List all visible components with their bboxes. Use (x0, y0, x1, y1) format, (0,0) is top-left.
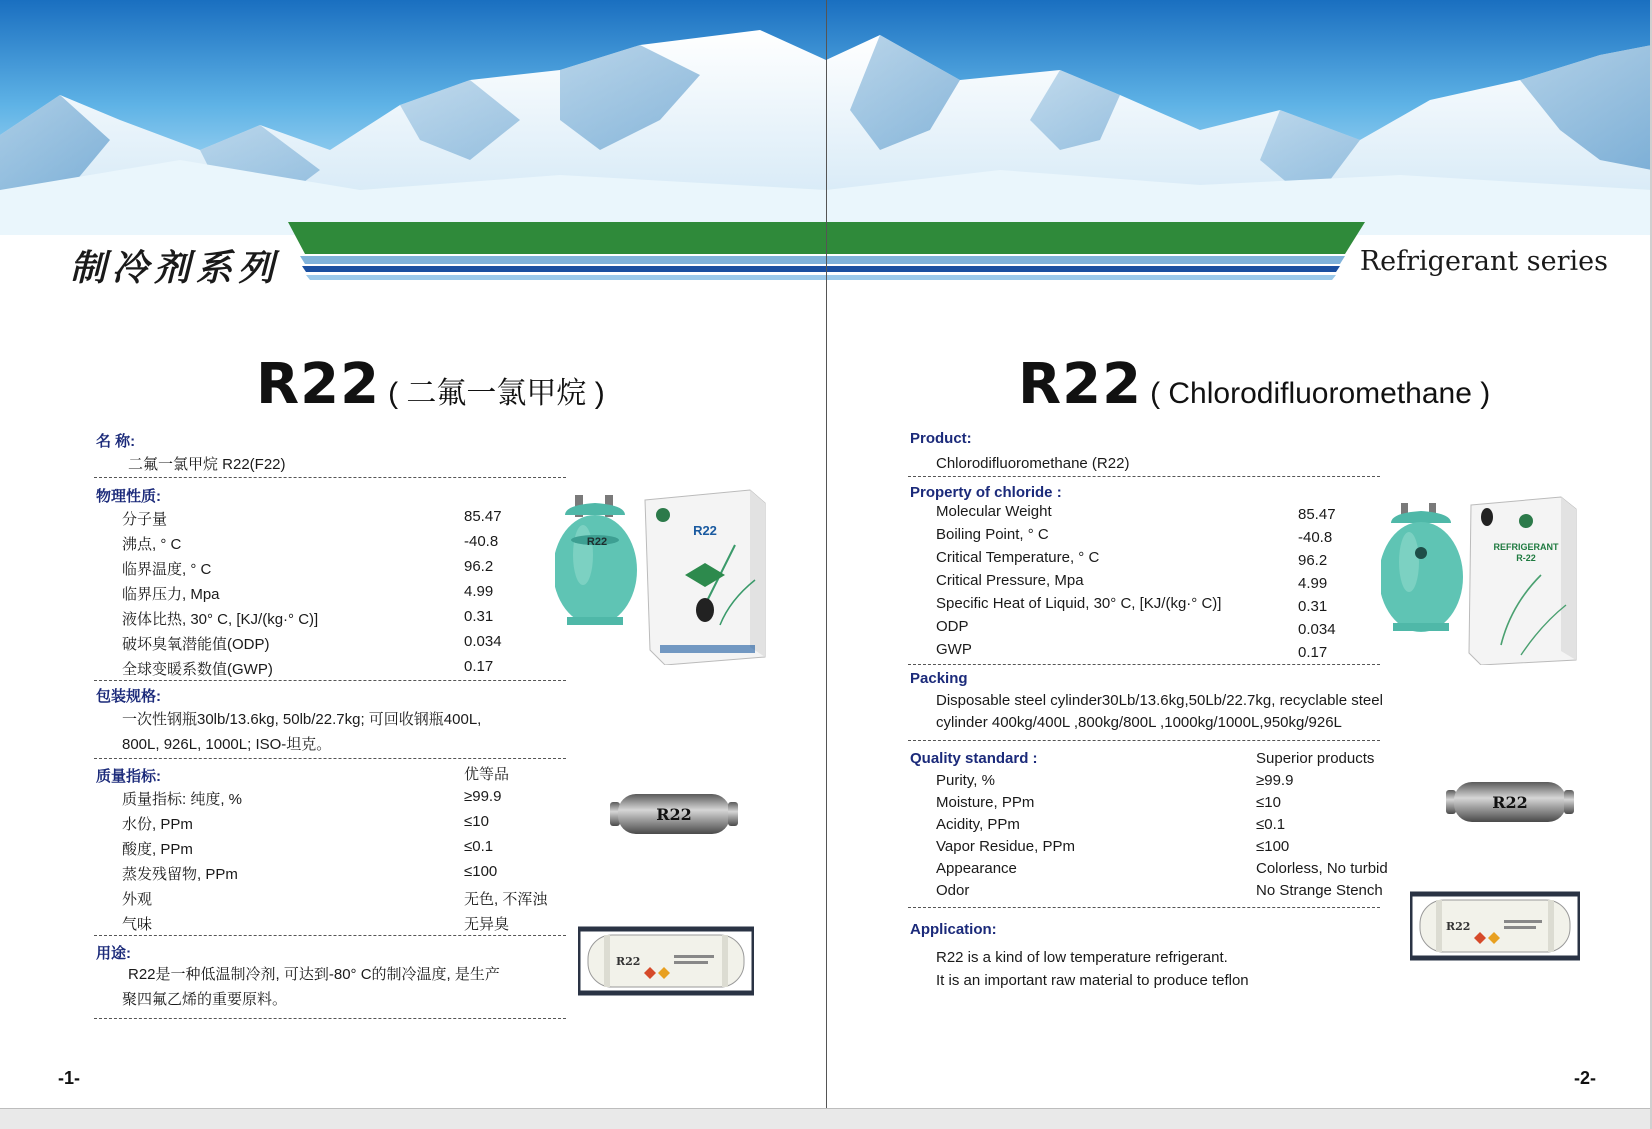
properties-heading: Property of chloride : (910, 484, 1062, 501)
page-right (826, 0, 1652, 1129)
divider (94, 477, 566, 478)
property-value: -40.8 (464, 533, 499, 550)
quality-label: 水份, PPm (122, 816, 193, 833)
quality-label: 气味 (122, 916, 153, 933)
property-label: ODP (936, 618, 969, 635)
quality-label: 外观 (122, 891, 153, 908)
product-title (1018, 352, 1490, 417)
drum-image (1446, 778, 1576, 833)
quality-grade: Superior products (1256, 750, 1375, 767)
packing-line: Disposable steel cylinder30Lb/13.6kg,50Lb/22.7kg, recyclable steel (936, 692, 1383, 709)
property-value: 0.034 (464, 633, 502, 650)
cylinder-and-box-image (1381, 495, 1581, 670)
quality-value: No Strange Stench (1256, 882, 1383, 899)
quality-label: 质量指标: 纯度, % (122, 791, 243, 808)
drum-label: R22 (1492, 793, 1528, 812)
quality-value: 无色, 不浑浊 (464, 891, 548, 908)
property-label: Boiling Point, ° C (936, 526, 1049, 543)
quality-value: 无异臭 (464, 916, 510, 933)
property-label: 沸点, ° C (122, 536, 182, 553)
drum-label: R22 (656, 805, 692, 824)
quality-label: Appearance (936, 860, 1017, 877)
property-label: 临界温度, ° C (122, 561, 212, 578)
packing-heading: 包装规格: (96, 688, 161, 705)
quality-grade: 优等品 (464, 766, 510, 783)
quality-value: ≤0.1 (1256, 816, 1286, 833)
page-number: -1- (58, 1068, 80, 1088)
property-label: 全球变暖系数值(GWP) (122, 661, 273, 678)
property-label: GWP (936, 641, 972, 658)
drum-image (610, 790, 740, 845)
property-value: 0.17 (1298, 644, 1328, 661)
product-value: Chlorodifluoromethane (R22) (936, 455, 1130, 472)
property-value: 4.99 (464, 583, 494, 600)
quality-label: Vapor Residue, PPm (936, 838, 1075, 855)
properties-heading: 物理性质: (96, 488, 161, 505)
use-line: 聚四氟乙烯的重要原料。 (122, 991, 288, 1008)
property-value: 85.47 (464, 508, 502, 525)
box-text-2: R-22 (1516, 553, 1536, 563)
use-heading: 用途: (96, 945, 131, 962)
name-value: 二氟一氯甲烷 R22(F22) (128, 456, 286, 473)
product-code: R22 (256, 352, 381, 417)
property-label: 临界压力, Mpa (122, 586, 220, 603)
property-label: Specific Heat of Liquid, 30° C, [KJ/(kg·° C)] (936, 595, 1222, 612)
property-label: Critical Temperature, ° C (936, 549, 1100, 566)
property-label: 分子量 (122, 511, 168, 528)
divider (94, 758, 566, 759)
application-line: R22 is a kind of low temperature refrigerant. (936, 949, 1228, 966)
series-title-chinese: 制冷剂系列 (70, 247, 281, 289)
property-label: 破坏臭氧潜能值(ODP) (122, 636, 270, 653)
property-value: 96.2 (464, 558, 494, 575)
quality-heading: 质量指标: (96, 768, 161, 785)
application-heading: Application: (910, 921, 997, 938)
quality-value: ≤10 (1256, 794, 1281, 811)
quality-heading: Quality standard : (910, 750, 1038, 767)
property-value: 0.17 (464, 658, 494, 675)
use-line: R22是一种低温制冷剂, 可达到-80° C的制冷温度, 是生产 (128, 966, 500, 983)
tank-label: R22 (616, 955, 641, 968)
product-name-cn: ( 二氟一氯甲烷 ) (388, 377, 605, 410)
property-label: Molecular Weight (936, 503, 1052, 520)
property-label: 液体比热, 30° C, [KJ/(kg·° C)] (122, 611, 319, 628)
box-brand: R22 (693, 523, 717, 538)
quality-label: Odor (936, 882, 970, 899)
packing-line: cylinder 400kg/400L ,800kg/800L ,1000kg/1000L,950kg/926L (936, 714, 1342, 731)
property-value: 85.47 (1298, 506, 1336, 523)
quality-label: 蒸发残留物, PPm (122, 866, 238, 883)
packing-heading: Packing (910, 670, 968, 687)
box-text: REFRIGERANT (1493, 542, 1559, 552)
property-value: -40.8 (1298, 529, 1333, 546)
quality-value: ≤100 (464, 863, 498, 880)
property-value: 0.31 (464, 608, 494, 625)
divider (908, 907, 1380, 908)
quality-label: Acidity, PPm (936, 816, 1020, 833)
quality-value: ≥99.9 (1256, 772, 1294, 789)
property-label: Critical Pressure, Mpa (936, 572, 1084, 589)
product-code: R22 (1018, 352, 1143, 417)
name-heading: 名 称: (96, 433, 136, 450)
product-name-en: ( Chlorodifluoromethane ) (1150, 377, 1491, 410)
divider (908, 476, 1380, 477)
tank-label: R22 (1446, 920, 1471, 933)
packing-line: 800L, 926L, 1000L; ISO-坦克。 (122, 736, 332, 753)
quality-value: ≥99.9 (464, 788, 502, 805)
quality-value: ≤10 (464, 813, 489, 830)
application-line: It is an important raw material to produce teflon (936, 972, 1249, 989)
page-number: -2- (1574, 1068, 1596, 1088)
quality-label: Purity, % (936, 772, 995, 789)
iso-tank-image (578, 925, 754, 1002)
property-value: 0.31 (1298, 598, 1328, 615)
iso-tank-image (1410, 890, 1580, 967)
property-value: 0.034 (1298, 621, 1336, 638)
quality-value: ≤100 (1256, 838, 1290, 855)
quality-value: ≤0.1 (464, 838, 494, 855)
divider (94, 1018, 566, 1019)
product-title (256, 352, 605, 417)
packing-line: 一次性钢瓶30lb/13.6kg, 50lb/22.7kg; 可回收钢瓶400L, (122, 711, 482, 728)
series-title-english: Refrigerant series (1359, 246, 1608, 277)
product-heading: Product: (910, 430, 972, 447)
property-value: 4.99 (1298, 575, 1328, 592)
quality-label: Moisture, PPm (936, 794, 1035, 811)
property-value: 96.2 (1298, 552, 1328, 569)
divider (908, 740, 1380, 741)
quality-label: 酸度, PPm (122, 841, 193, 858)
cylinder-label: R22 (586, 536, 608, 548)
quality-value: Colorless, No turbid (1256, 860, 1388, 877)
cylinder-and-box-image (555, 485, 770, 670)
divider (908, 664, 1380, 665)
divider (94, 935, 566, 936)
divider (94, 680, 566, 681)
